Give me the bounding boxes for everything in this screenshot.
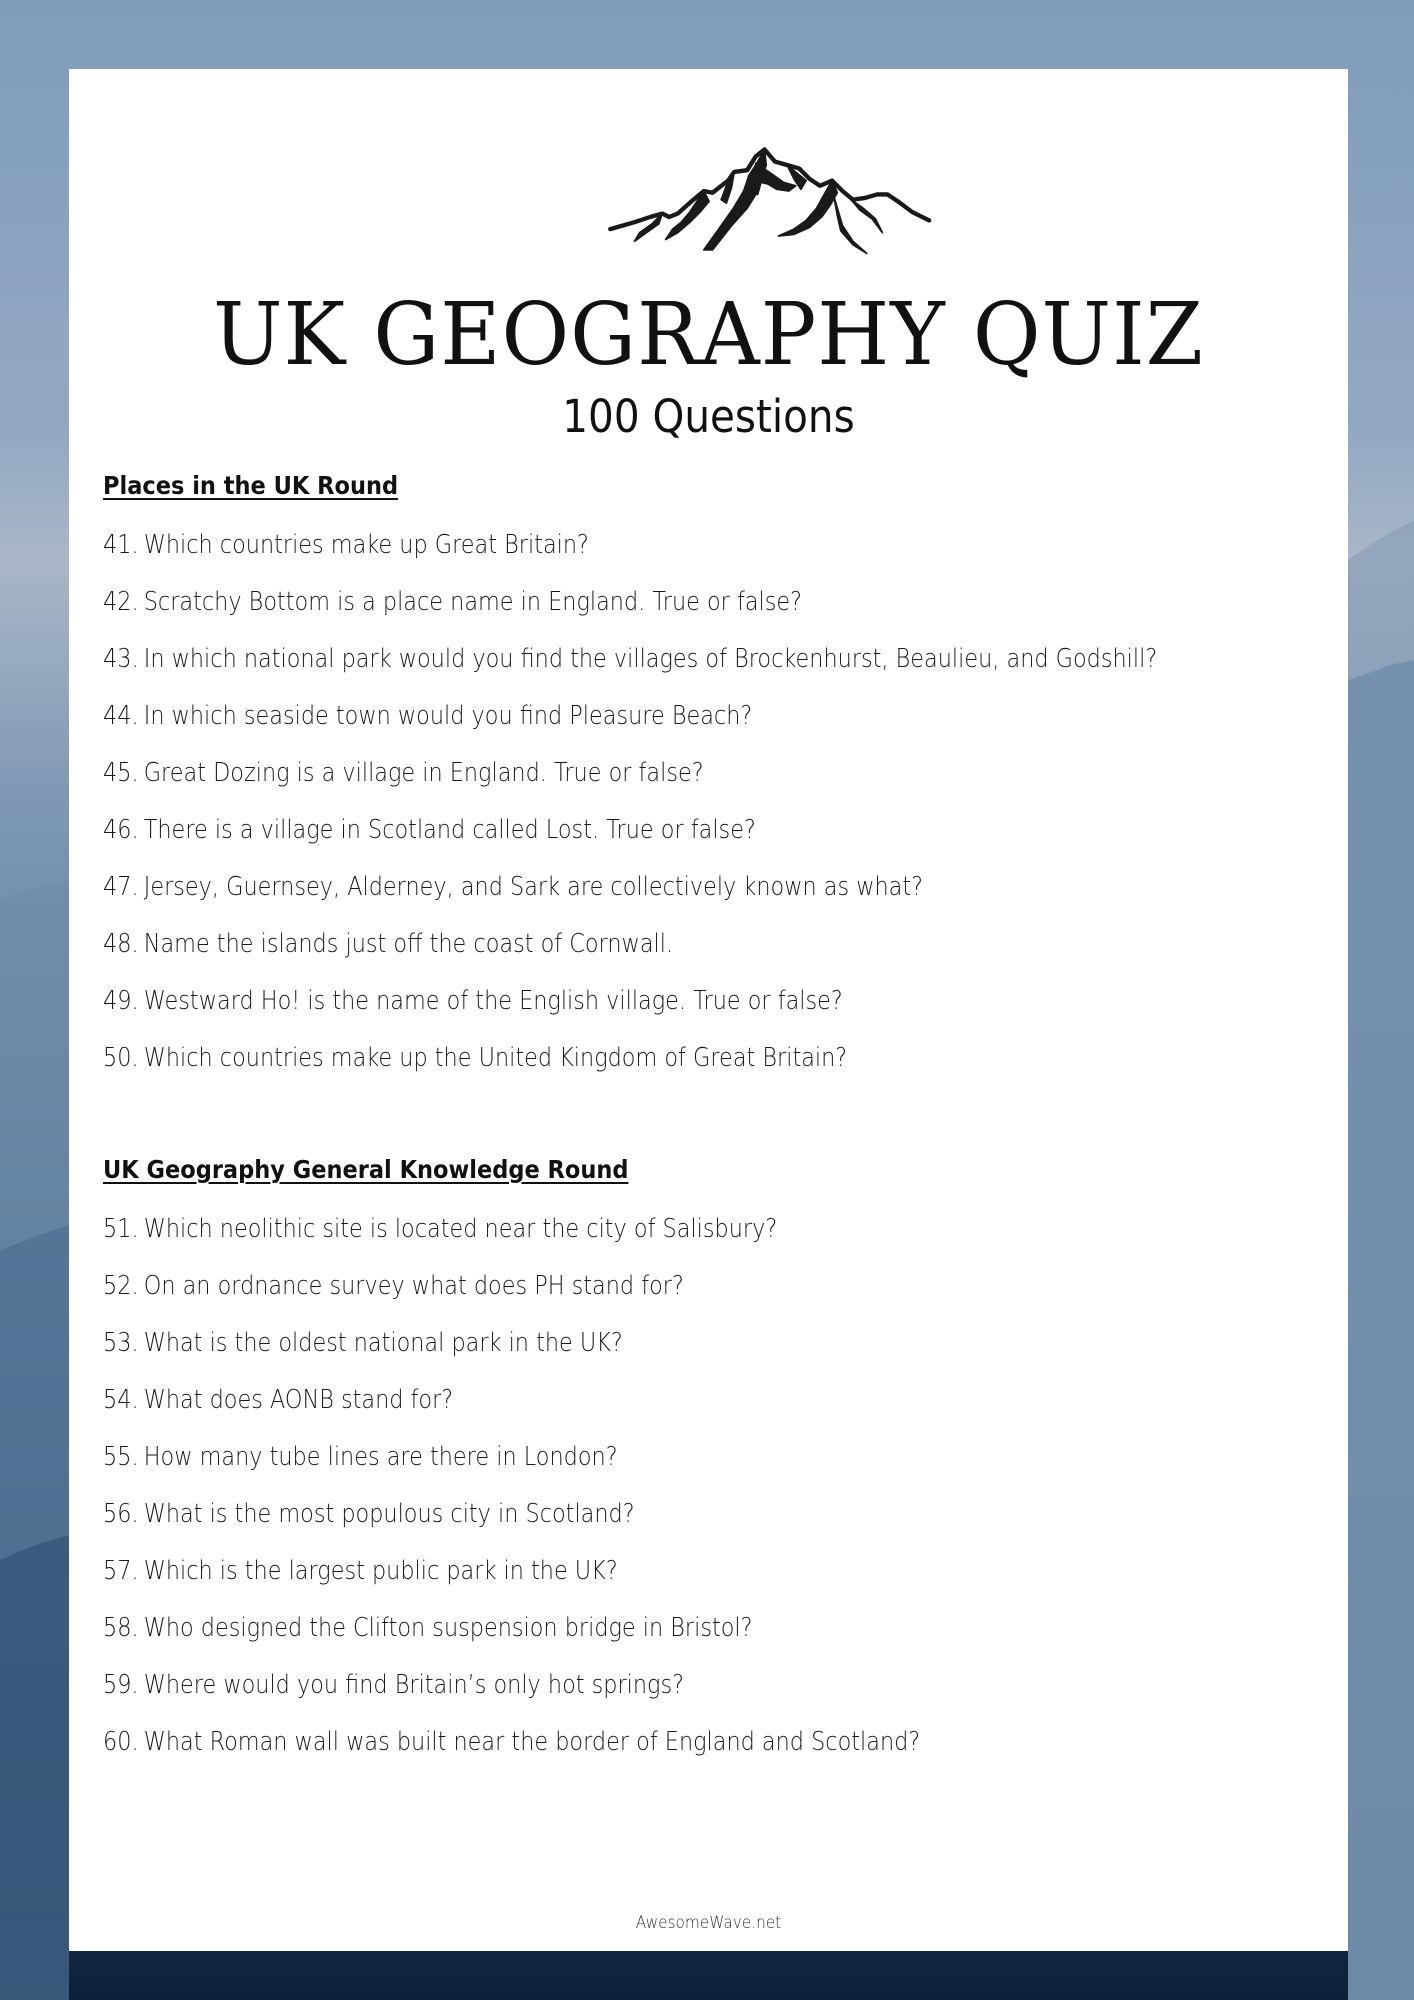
question-number: 53.: [103, 1328, 139, 1358]
question-text: What does AONB stand for?: [143, 1385, 454, 1415]
question-list: [103, 517, 1314, 1087]
question-text: What Roman wall was built near the border of England and Scotland?: [143, 1727, 921, 1757]
question-item: [103, 631, 1158, 688]
question-item: [103, 1657, 1144, 1714]
question-number: 60.: [103, 1727, 139, 1757]
section-places-in-uk: [103, 469, 1314, 1087]
question-number: 59.: [103, 1670, 139, 1700]
question-number: 44.: [103, 701, 139, 731]
question-text: Name the islands just off the coast of Cornwall.: [143, 929, 674, 959]
question-item: [103, 1714, 1144, 1771]
question-list: [103, 1201, 1314, 1771]
question-item: [103, 916, 1144, 973]
question-number: 58.: [103, 1613, 139, 1643]
question-number: 52.: [103, 1271, 139, 1301]
question-item: [103, 1600, 1144, 1657]
question-text: Scratchy Bottom is a place name in England. True or false?: [143, 587, 803, 617]
question-number: 45.: [103, 758, 139, 788]
question-number: 48.: [103, 929, 139, 959]
question-text: Westward Ho! is the name of the English village. True or false?: [143, 986, 843, 1016]
question-item: [103, 1372, 1144, 1429]
question-text: On an ordnance survey what does PH stand for?: [143, 1271, 684, 1301]
question-text: Where would you find Britain’s only hot springs?: [143, 1670, 684, 1700]
question-number: 49.: [103, 986, 139, 1016]
question-item: [103, 574, 1144, 631]
page-title: UK GEOGRAPHY QUIZ: [212, 285, 1204, 385]
question-item: [103, 1030, 1144, 1087]
page-subtitle: 100 Questions: [562, 390, 855, 443]
mountain-range-icon: [580, 139, 975, 269]
question-number: 46.: [103, 815, 139, 845]
quiz-page-card: [69, 69, 1348, 1951]
question-text: In which seaside town would you find Pleasure Beach?: [143, 701, 753, 731]
question-number: 51.: [103, 1214, 139, 1244]
question-number: 54.: [103, 1385, 139, 1415]
question-item: [103, 859, 1144, 916]
question-number: 43.: [103, 644, 139, 674]
question-item: [103, 517, 1144, 574]
question-number: 47.: [103, 872, 139, 902]
question-text: What is the most populous city in Scotland?: [143, 1499, 635, 1529]
question-text: Which neolithic site is located near the city of Salisbury?: [143, 1214, 778, 1244]
section-heading: UK Geography General Knowledge Round: [103, 1155, 629, 1184]
question-number: 42.: [103, 587, 139, 617]
question-item: [103, 1429, 1144, 1486]
question-text: How many tube lines are there in London?: [143, 1442, 618, 1472]
question-item: [103, 973, 1144, 1030]
question-text: Great Dozing is a village in England. True or false?: [143, 758, 704, 788]
section-heading: Places in the UK Round: [103, 471, 399, 500]
question-text: Who designed the Clifton suspension bridge in Bristol?: [143, 1613, 753, 1643]
question-text: What is the oldest national park in the UK?: [143, 1328, 623, 1358]
question-item: [103, 1258, 1144, 1315]
section-general-knowledge: [103, 1153, 1314, 1771]
question-number: 56.: [103, 1499, 139, 1529]
question-item: [103, 1543, 1144, 1600]
question-item: [103, 1315, 1144, 1372]
question-number: 50.: [103, 1043, 139, 1073]
question-text: Which is the largest public park in the UK?: [143, 1556, 618, 1586]
question-item: [103, 802, 1144, 859]
question-text: Which countries make up Great Britain?: [143, 530, 589, 560]
question-text: There is a village in Scotland called Lost. True or false?: [143, 815, 756, 845]
question-item: [103, 745, 1144, 802]
footer-site-link[interactable]: AwesomeWave.net: [635, 1913, 782, 1933]
question-text: Which countries make up the United Kingdom of Great Britain?: [143, 1043, 848, 1073]
question-item: [103, 1486, 1144, 1543]
question-text: In which national park would you find the villages of Brockenhurst, Beaulieu, and Godshill?: [143, 644, 1158, 674]
question-item: [103, 1201, 1144, 1258]
question-number: 55.: [103, 1442, 139, 1472]
question-text: Jersey, Guernsey, Alderney, and Sark are collectively known as what?: [143, 872, 924, 902]
question-number: 57.: [103, 1556, 139, 1586]
question-item: [103, 688, 1144, 745]
question-number: 41.: [103, 530, 139, 560]
